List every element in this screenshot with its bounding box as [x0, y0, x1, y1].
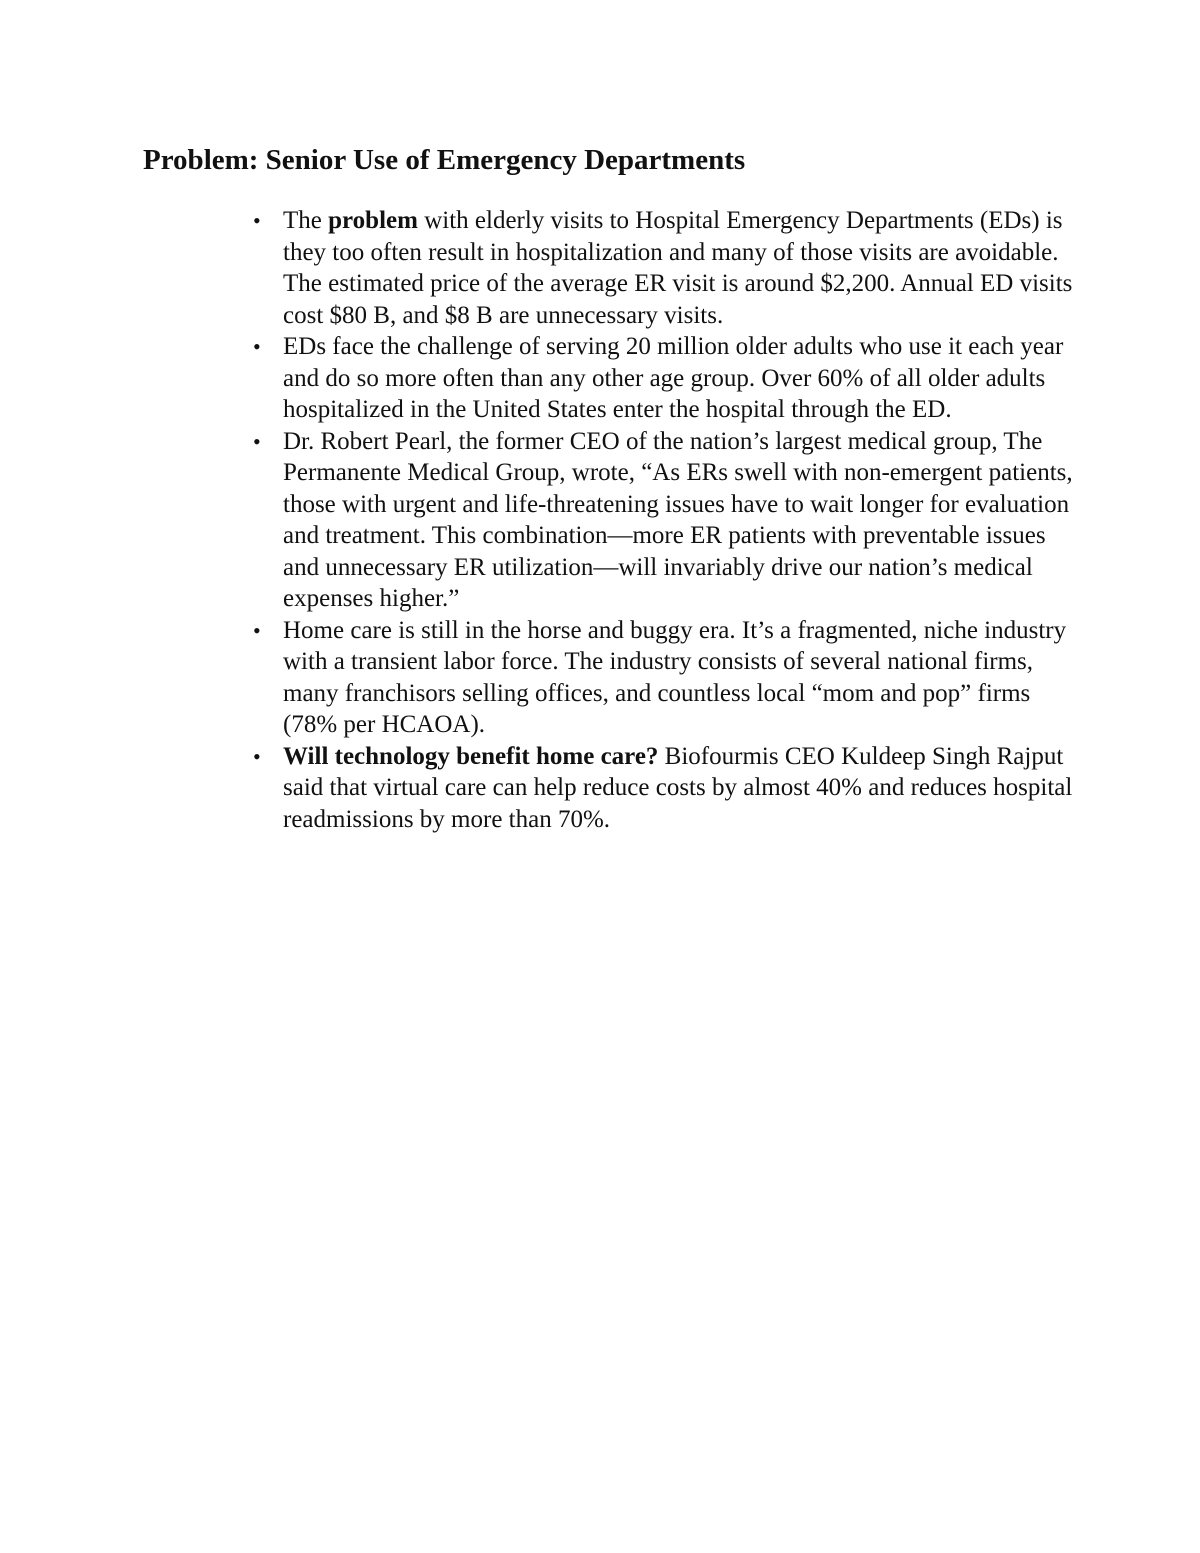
list-item [253, 426, 1073, 615]
bullet-text: EDs face the challenge of serving 20 million older adults who use it each year and do so more often than any other age group. Over 60% of all older adults hospitalized in the United States enter the hospital through the ED. [283, 333, 1064, 423]
list-item [253, 205, 1073, 331]
list-item [253, 331, 1073, 426]
bullet-icon: • [253, 428, 261, 454]
bullet-text: with elderly visits to Hospital Emergency Departments (EDs) is they too often result in hospitalization and many of those visits are avoidable. The estimated price of the average ER visit is around $2,200. Annual ED visits cost $80 B, and $8 B are unnecessary visits. [283, 207, 1073, 329]
bullet-icon: • [253, 334, 261, 359]
list-item [253, 741, 1073, 836]
bullet-list [253, 205, 1073, 835]
list-item [253, 615, 1073, 741]
bullet-icon: • [253, 617, 261, 643]
bullet-icon: • [253, 208, 261, 233]
bullet-prefix: The [283, 207, 329, 234]
bullet-bold-text: problem [328, 207, 418, 234]
bullet-bold-text: Will technology benefit home care? [283, 742, 659, 770]
bullet-text: Biofourmis CEO Kuldeep Singh Rajput said that virtual care can help reduce costs by almost 40% and reduces hospital readmissions by more than 70%. [283, 742, 1073, 833]
bullet-text: Home care is still in the horse and buggy era. It’s a fragmented, niche industry with a transient labor force. The industry consists of several national firms, many franchisors selling offices, and countless local “mom and pop” firms (78% per HCAOA). [283, 616, 1067, 738]
bullet-icon: • [253, 743, 261, 769]
page-title: Problem: Senior Use of Emergency Departments [143, 144, 746, 176]
bullet-text: Dr. Robert Pearl, the former CEO of the nation’s largest medical group, The Permanente Medical Group, wrote, “As ERs swell with non-emergent patients, those with urgent and life-threatening issues have to wait longer for evaluation and treatment. This combination—more ER patients with preventable issues and unnecessary ER utilization—will invariably drive our nation’s medical expenses higher.” [283, 427, 1073, 612]
